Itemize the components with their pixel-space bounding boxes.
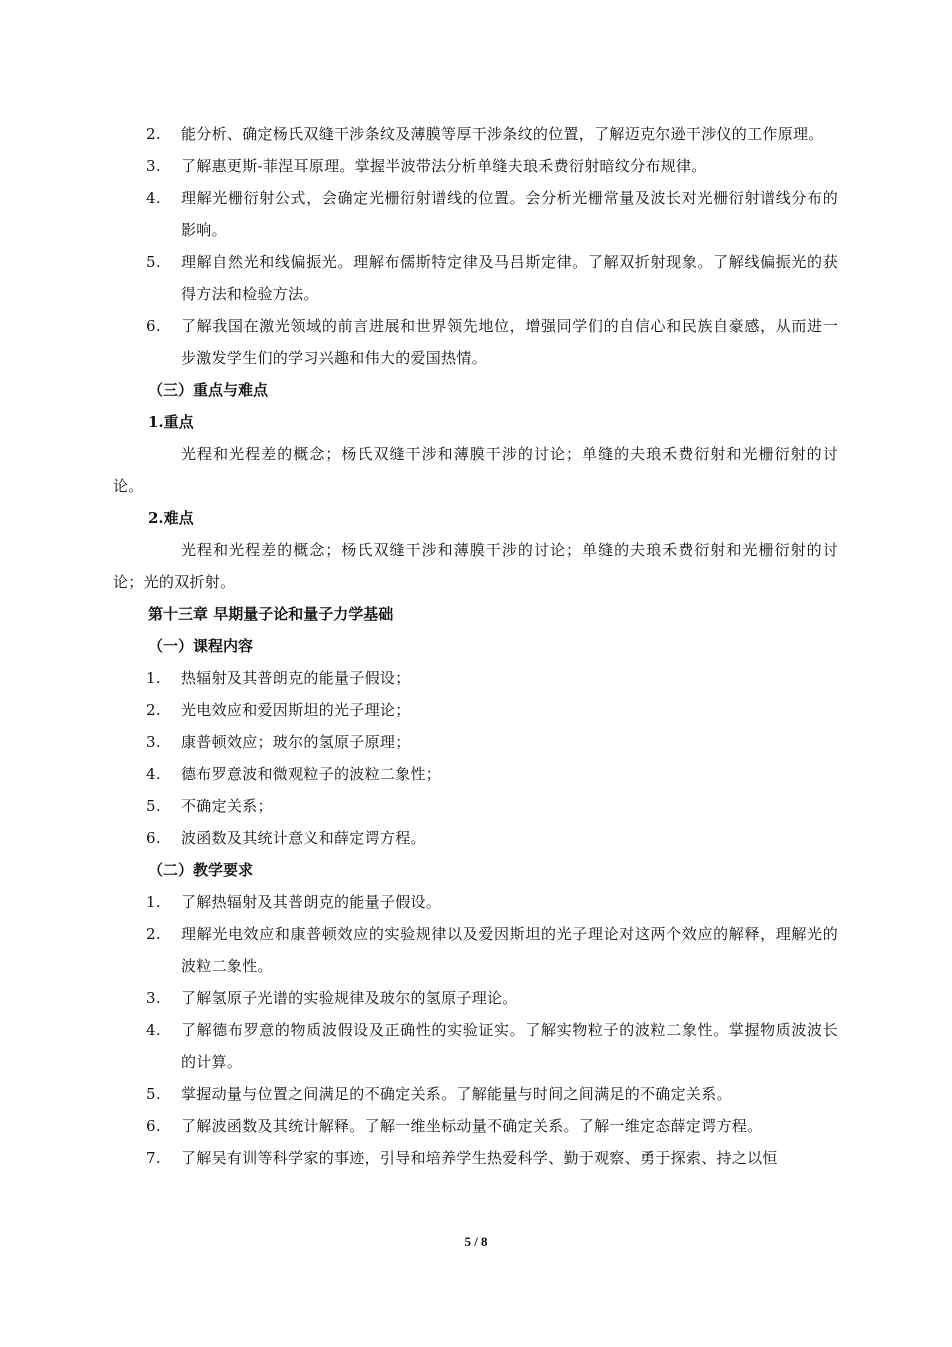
list-text: 了解波函数及其统计解释。了解一维坐标动量不确定关系。了解一维定态薛定谔方程。 (181, 1117, 763, 1135)
list-item (0, 118, 838, 150)
list-item (0, 918, 838, 982)
list-text: 了解惠更斯-菲涅耳原理。掌握半波带法分析单缝夫琅禾费衍射暗纹分布规律。 (181, 157, 707, 175)
list-item (0, 758, 838, 790)
list-text: 波函数及其统计意义和薛定谔方程。 (181, 829, 426, 847)
list-number: 2. (146, 701, 161, 719)
list-text: 热辐射及其普朗克的能量子假设； (181, 669, 411, 687)
list-text: 掌握动量与位置之间满足的不确定关系。了解能量与时间之间满足的不确定关系。 (181, 1085, 732, 1103)
paragraph: 光程和光程差的概念；杨氏双缝干涉和薄膜干涉的讨论；单缝的夫琅禾费衍射和光栅衍射的讨论。 (113, 445, 838, 495)
list-item (0, 662, 838, 694)
list-item (0, 1110, 838, 1142)
list-number: 6. (146, 317, 161, 335)
list-number: 3. (146, 989, 161, 1007)
chapter-heading: 第十三章 早期量子论和量子力学基础 (148, 605, 394, 623)
list-item (0, 822, 838, 854)
list-text: 康普顿效应；玻尔的氢原子原理； (181, 733, 411, 751)
list-number: 5. (146, 797, 161, 815)
list-number: 3. (146, 733, 161, 751)
list-number: 5. (146, 1085, 161, 1103)
subsection-heading: 2.难点 (148, 509, 194, 527)
list-number: 2. (146, 125, 161, 143)
list-number: 1. (146, 669, 161, 687)
list-item (0, 694, 838, 726)
paragraph: 光程和光程差的概念；杨氏双缝干涉和薄膜干涉的讨论；单缝的夫琅禾费衍射和光栅衍射的讨论；光的双折射。 (113, 541, 838, 591)
list-number: 1. (146, 893, 161, 911)
list-text: 不确定关系； (181, 797, 273, 815)
section-heading: （三）重点与难点 (148, 381, 269, 399)
list-text: 了解氢原子光谱的实验规律及玻尔的氢原子理论。 (181, 989, 518, 1007)
list-item (0, 246, 838, 310)
list-number: 2. (146, 925, 161, 943)
list-text: 了解吴有训等科学家的事迹，引导和培养学生热爱科学、勤于观察、勇于探索、持之以恒 (181, 1149, 778, 1167)
list-text: 了解我国在激光领域的前言进展和世界领先地位，增强同学们的自信心和民族自豪感，从而进一步激发学生们的学习兴趣和伟大的爱国热情。 (181, 317, 838, 367)
list-text: 理解光电效应和康普顿效应的实验规律以及爱因斯坦的光子理论对这两个效应的解释，理解光的波粒二象性。 (181, 925, 838, 975)
list-text: 了解热辐射及其普朗克的能量子假设。 (181, 893, 442, 911)
list-item (0, 982, 838, 1014)
list-number: 3. (146, 157, 161, 175)
page-number: 5 / 8 (464, 1234, 488, 1249)
list-number: 4. (146, 765, 161, 783)
list-number: 6. (146, 829, 161, 847)
list-item (0, 790, 838, 822)
section-heading: （一）课程内容 (148, 637, 254, 655)
list-text: 德布罗意波和微观粒子的波粒二象性； (181, 765, 442, 783)
list-text: 了解德布罗意的物质波假设及正确性的实验证实。了解实物粒子的波粒二象性。掌握物质波波长的计算。 (181, 1021, 838, 1071)
list-item (0, 182, 838, 246)
list-item (0, 1014, 838, 1078)
text-block (0, 118, 952, 1174)
list-text: 理解光栅衍射公式，会确定光栅衍射谱线的位置。会分析光栅常量及波长对光栅衍射谱线分布的影响。 (181, 189, 838, 239)
list-number: 7. (146, 1149, 161, 1167)
list-number: 4. (146, 189, 161, 207)
list-text: 能分析、确定杨氏双缝干涉条纹及薄膜等厚干涉条纹的位置，了解迈克尔逊干涉仪的工作原理。 (181, 125, 824, 143)
list-item (0, 150, 838, 182)
subsection-heading: 1.重点 (148, 413, 194, 431)
list-item (0, 310, 838, 374)
list-number: 4. (146, 1021, 161, 1039)
list-text: 理解自然光和线偏振光。理解布儒斯特定律及马吕斯定律。了解双折射现象。了解线偏振光的获得方法和检验方法。 (181, 253, 838, 303)
list-number: 6. (146, 1117, 161, 1135)
list-item (0, 1142, 838, 1174)
list-number: 5. (146, 253, 161, 271)
list-item (0, 1078, 838, 1110)
list-text: 光电效应和爱因斯坦的光子理论； (181, 701, 411, 719)
section-heading: （二）教学要求 (148, 861, 254, 879)
list-item (0, 886, 838, 918)
list-item (0, 726, 838, 758)
